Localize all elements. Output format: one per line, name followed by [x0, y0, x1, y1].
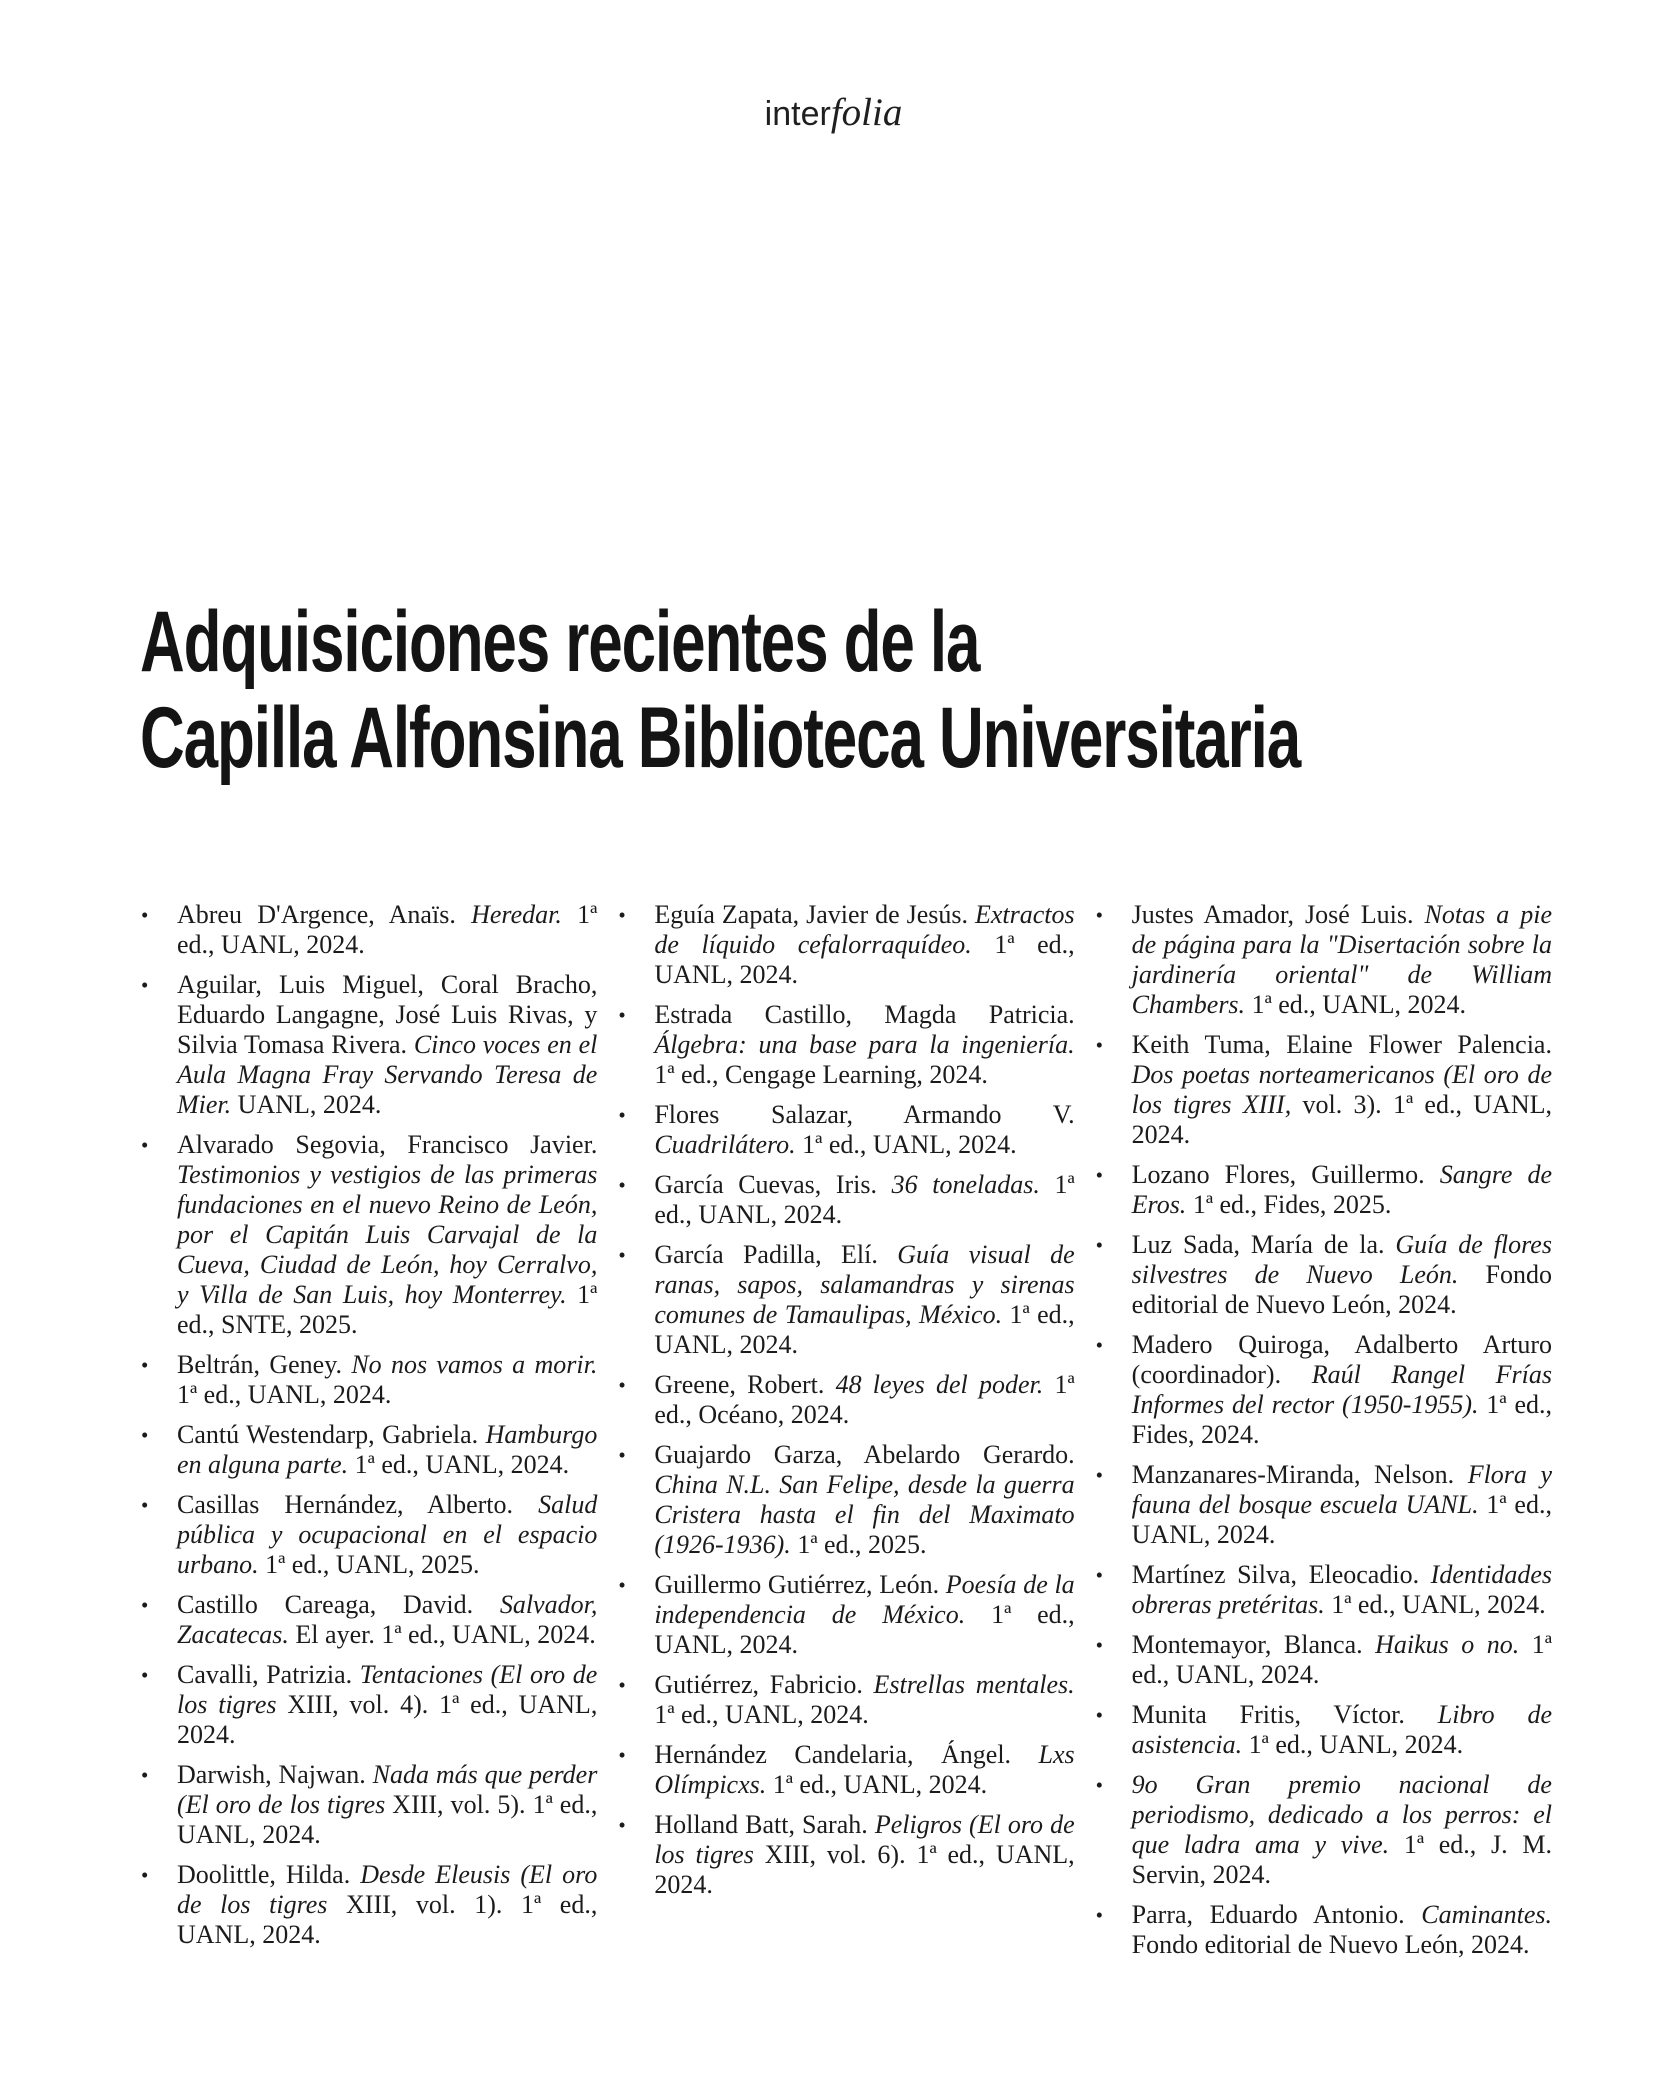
bibliography-entry — [1095, 1160, 1552, 1220]
entry-text: Flores Salazar, Armando V. Cuadrilátero. 1ª ed., UANL, 2024. — [654, 1100, 1075, 1159]
bibliography-entry — [140, 1130, 597, 1340]
bibliography-entry — [617, 1170, 1074, 1230]
bullet-icon: • — [1095, 1163, 1104, 1187]
entry-text: Holland Batt, Sarah. Peligros (El oro de los tigres XIII, vol. 6). 1ª ed., UANL, 2024. — [654, 1810, 1075, 1899]
entry-text: Cavalli, Patrizia. Tentaciones (El oro de los tigres XIII, vol. 4). 1ª ed., UANL, 2024. — [177, 1660, 598, 1749]
bibliography-entry — [617, 1740, 1074, 1800]
bibliography-entry — [140, 1860, 597, 1950]
entry-text: García Cuevas, Iris. 36 toneladas. 1ª ed., UANL, 2024. — [654, 1170, 1075, 1229]
bullet-icon: • — [141, 1133, 149, 1157]
bullet-icon: • — [1095, 1703, 1104, 1727]
bibliography-entry — [140, 1420, 597, 1480]
bullet-icon: • — [618, 1373, 626, 1397]
bibliography-entry — [140, 1350, 597, 1410]
bullet-icon: • — [141, 1353, 149, 1377]
bullet-icon: • — [141, 1423, 149, 1447]
bullet-icon: • — [141, 1663, 149, 1687]
entry-text: Gutiérrez, Fabricio. Estrellas mentales. 1ª ed., UANL, 2024. — [654, 1670, 1075, 1729]
entry-text: Manzanares-Miranda, Nelson. Flora y fauna del bosque escuela UANL. 1ª ed., UANL, 2024. — [1131, 1460, 1552, 1549]
bullet-icon: • — [618, 1003, 626, 1027]
bibliography-entry — [617, 900, 1074, 990]
bullet-icon: • — [141, 903, 149, 927]
entry-text: Abreu D'Argence, Anaïs. Heredar. 1ª ed., UANL, 2024. — [177, 900, 598, 959]
entry-text: Madero Quiroga, Adalberto Arturo (coordinador). Raúl Rangel Frías Informes del rector (1950-1955). 1ª ed., Fides, 2024. — [1131, 1330, 1552, 1449]
bullet-icon: • — [618, 1673, 626, 1697]
entry-text: Estrada Castillo, Magda Patricia. Álgebra: una base para la ingeniería. 1ª ed., Cengage Learning, 2024. — [654, 1000, 1075, 1089]
entry-text: Hernández Candelaria, Ángel. Lxs Olímpicxs. 1ª ed., UANL, 2024. — [654, 1740, 1075, 1799]
bibliography-column-3 — [1095, 900, 1552, 1970]
bibliography-entry — [617, 1670, 1074, 1730]
bibliography-column-2 — [617, 900, 1074, 1970]
page-title — [140, 594, 1300, 786]
logo-suffix: folia — [830, 91, 903, 134]
bibliography-entry — [140, 1660, 597, 1750]
bullet-icon: • — [1095, 903, 1104, 927]
bibliography-entry — [1095, 900, 1552, 1020]
bibliography-entry — [617, 1240, 1074, 1360]
bullet-icon: • — [1095, 1333, 1104, 1357]
bibliography-entry — [1095, 1900, 1552, 1960]
entry-text: Casillas Hernández, Alberto. Salud pública y ocupacional en el espacio urbano. 1ª ed., UANL, 2025. — [177, 1490, 598, 1579]
bullet-icon: • — [618, 1743, 626, 1767]
bibliography-entry — [140, 1760, 597, 1850]
entry-text: Castillo Careaga, David. Salvador, Zacatecas. El ayer. 1ª ed., UANL, 2024. — [177, 1590, 598, 1649]
bibliography-entry — [140, 1490, 597, 1580]
bullet-icon: • — [618, 1173, 626, 1197]
bullet-icon: • — [618, 1573, 626, 1597]
entry-text: Cantú Westendarp, Gabriela. Hamburgo en alguna parte. 1ª ed., UANL, 2024. — [177, 1420, 598, 1479]
entry-text: Montemayor, Blanca. Haikus o no. 1ª ed., UANL, 2024. — [1131, 1630, 1552, 1689]
entry-text: Keith Tuma, Elaine Flower Palencia. Dos poetas norteamericanos (El oro de los tigres XIII, vol. 3). 1ª ed., UANL, 2024. — [1131, 1030, 1552, 1149]
bullet-icon: • — [141, 1863, 149, 1887]
bibliography-entry — [617, 1000, 1074, 1090]
bullet-icon: • — [1095, 1633, 1104, 1657]
bullet-icon: • — [1095, 1903, 1104, 1927]
bibliography-entry — [617, 1570, 1074, 1660]
bullet-icon: • — [618, 1243, 626, 1267]
bibliography-entry — [617, 1100, 1074, 1160]
bullet-icon: • — [1095, 1033, 1104, 1057]
entry-text: García Padilla, Elí. Guía visual de ranas, sapos, salamandras y sirenas comunes de Tamaulipas, México. 1ª ed., UANL, 2024. — [654, 1240, 1075, 1359]
entry-text: Martínez Silva, Eleocadio. Identidades obreras pretéritas. 1ª ed., UANL, 2024. — [1131, 1560, 1552, 1619]
bullet-icon: • — [141, 1493, 149, 1517]
entry-text: Greene, Robert. 48 leyes del poder. 1ª ed., Océano, 2024. — [654, 1370, 1075, 1429]
entry-text: Beltrán, Geney. No nos vamos a morir. 1ª ed., UANL, 2024. — [177, 1350, 598, 1409]
entry-text: Doolittle, Hilda. Desde Eleusis (El oro de los tigres XIII, vol. 1). 1ª ed., UANL, 2024. — [177, 1860, 598, 1949]
bullet-icon: • — [141, 1763, 149, 1787]
bullet-icon: • — [141, 973, 149, 997]
entry-text: Alvarado Segovia, Francisco Javier. Testimonios y vestigios de las primeras fundaciones en el nuevo Reino de León, por el Capitán Luis Carvajal de la Cueva, Ciudad de León, hoy Cerralvo, y Villa de San Luis, hoy Monterrey. 1ª ed., SNTE, 2025. — [177, 1130, 598, 1339]
bullet-icon: • — [1095, 1233, 1104, 1257]
entry-text: Parra, Eduardo Antonio. Caminantes. Fondo editorial de Nuevo León, 2024. — [1131, 1900, 1552, 1959]
entry-text: Guillermo Gutiérrez, León. Poesía de la independencia de México. 1ª ed., UANL, 2024. — [654, 1570, 1075, 1659]
bibliography-entry — [617, 1370, 1074, 1430]
bibliography-entry — [617, 1440, 1074, 1560]
bullet-icon: • — [618, 903, 626, 927]
bullet-icon: • — [1095, 1773, 1104, 1797]
page-title-line1: Adquisiciones recientes de la — [140, 594, 980, 690]
bibliography-entry — [1095, 1030, 1552, 1150]
bibliography-entry — [1095, 1560, 1552, 1620]
entry-text: Darwish, Najwan. Nada más que perder (El oro de los tigres XIII, vol. 5). 1ª ed., UANL, 2024. — [177, 1760, 598, 1849]
entry-text: Guajardo Garza, Abelardo Gerardo. China N.L. San Felipe, desde la guerra Cristera hasta el fin del Maximato (1926-1936). 1ª ed., 2025. — [654, 1440, 1075, 1559]
bibliography-entry — [1095, 1700, 1552, 1760]
masthead — [0, 90, 1667, 135]
entry-text: Justes Amador, José Luis. Notas a pie de página para la "Disertación sobre la jardinería oriental" de William Chambers. 1ª ed., UANL, 2024. — [1131, 900, 1552, 1019]
bibliography-entry — [1095, 1630, 1552, 1690]
bibliography-entry — [1095, 1460, 1552, 1550]
bibliography-entry — [1095, 1330, 1552, 1450]
bibliography-entry — [1095, 1230, 1552, 1320]
entry-text: Eguía Zapata, Javier de Jesús. Extractos de líquido cefalorraquídeo. 1ª ed., UANL, 2024. — [654, 900, 1075, 989]
bibliography — [140, 900, 1552, 1970]
bibliography-column-1 — [140, 900, 597, 1970]
bullet-icon: • — [618, 1103, 626, 1127]
bullet-icon: • — [618, 1443, 626, 1467]
bullet-icon: • — [1095, 1463, 1104, 1487]
entry-text: Lozano Flores, Guillermo. Sangre de Eros. 1ª ed., Fides, 2025. — [1131, 1160, 1552, 1219]
entry-text: Aguilar, Luis Miguel, Coral Bracho, Eduardo Langagne, José Luis Rivas, y Silvia Tomasa Rivera. Cinco voces en el Aula Magna Fray Servando Teresa de Mier. UANL, 2024. — [177, 970, 598, 1119]
entry-text: 9o Gran premio nacional de periodismo, dedicado a los perros: el que ladra ama y vive. 1ª ed., J. M. Servin, 2024. — [1131, 1770, 1552, 1889]
bibliography-entry — [140, 970, 597, 1120]
bibliography-entry — [140, 900, 597, 960]
bullet-icon: • — [141, 1593, 149, 1617]
logo-prefix: inter — [764, 95, 831, 133]
bibliography-entry — [1095, 1770, 1552, 1890]
bibliography-entry — [140, 1590, 597, 1650]
bullet-icon: • — [1095, 1563, 1104, 1587]
page-title-line2: Capilla Alfonsina Biblioteca Universitaria — [140, 690, 1301, 786]
bullet-icon: • — [618, 1813, 626, 1837]
entry-text: Luz Sada, María de la. Guía de flores silvestres de Nuevo León. Fondo editorial de Nuevo León, 2024. — [1131, 1230, 1552, 1319]
entry-text: Munita Fritis, Víctor. Libro de asistencia. 1ª ed., UANL, 2024. — [1131, 1700, 1552, 1759]
bibliography-entry — [617, 1810, 1074, 1900]
